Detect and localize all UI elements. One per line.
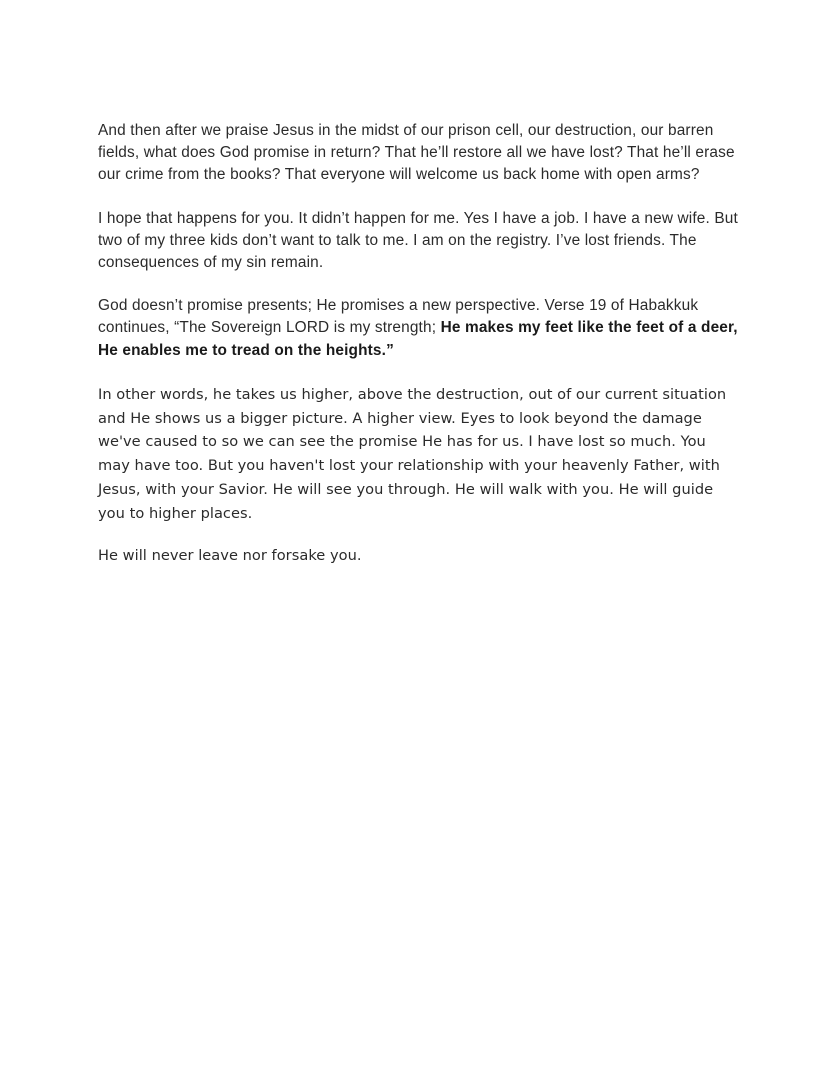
paragraph-1: And then after we praise Jesus in the midst of our prison cell, our destruction, our barren fields, what does God promise in return? That he’ll restore all we have lost? That he’ll erase our crime from the books? That everyone will welcome us back home with open arms?: [98, 122, 735, 184]
paragraph-3: [98, 295, 738, 362]
paragraph-2: I hope that happens for you. It didn’t happen for me. Yes I have a job. I have a new wife. But two of my three kids don’t want to talk to me. I am on the registry. I’ve lost friends. The consequences of my sin remain.: [98, 209, 738, 272]
paragraph-3-bold-scripture: He makes my feet like the feet of a deer, He enables me to tread on the heights.”: [98, 319, 738, 359]
document-text-column: [98, 120, 738, 567]
paragraph-4: In other words, he takes us higher, above the destruction, out of our current situation and He shows us a bigger picture. A higher view. Eyes to look beyond the damage we've caused to so we can see the promise He has for us. I have lost so much. You may have too. But you haven't lost your relationship with your heavenly Father, with Jesus, with your Savior. He will see you through. He will walk with you. He will guide you to higher places.: [98, 385, 727, 522]
paragraph-3-lead-text: God doesn’t promise presents; He promises a new perspective. Verse 19 of Habakkuk continues, “The Sovereign LORD is my strength;: [98, 297, 699, 337]
paragraph-5: He will never leave nor forsake you.: [98, 546, 362, 564]
